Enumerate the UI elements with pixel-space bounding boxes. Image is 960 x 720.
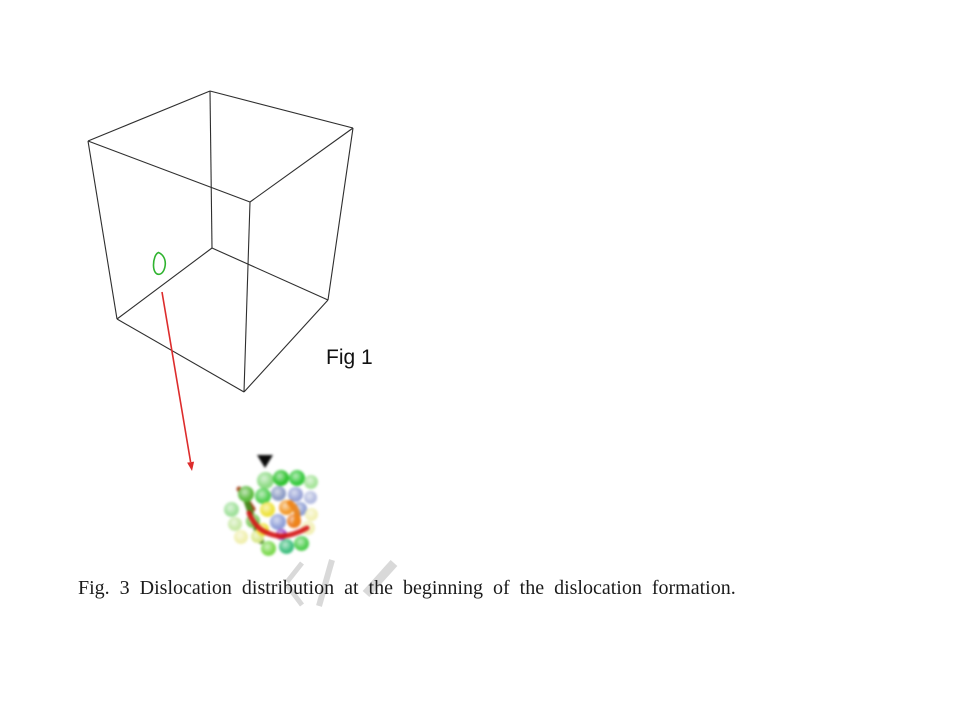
dislocation-line (290, 503, 297, 523)
figure-caption: Fig. 3 Dislocation distribution at the beginning of the dislocation formation. (78, 577, 736, 599)
fig1-label: Fig 1 (326, 346, 373, 369)
